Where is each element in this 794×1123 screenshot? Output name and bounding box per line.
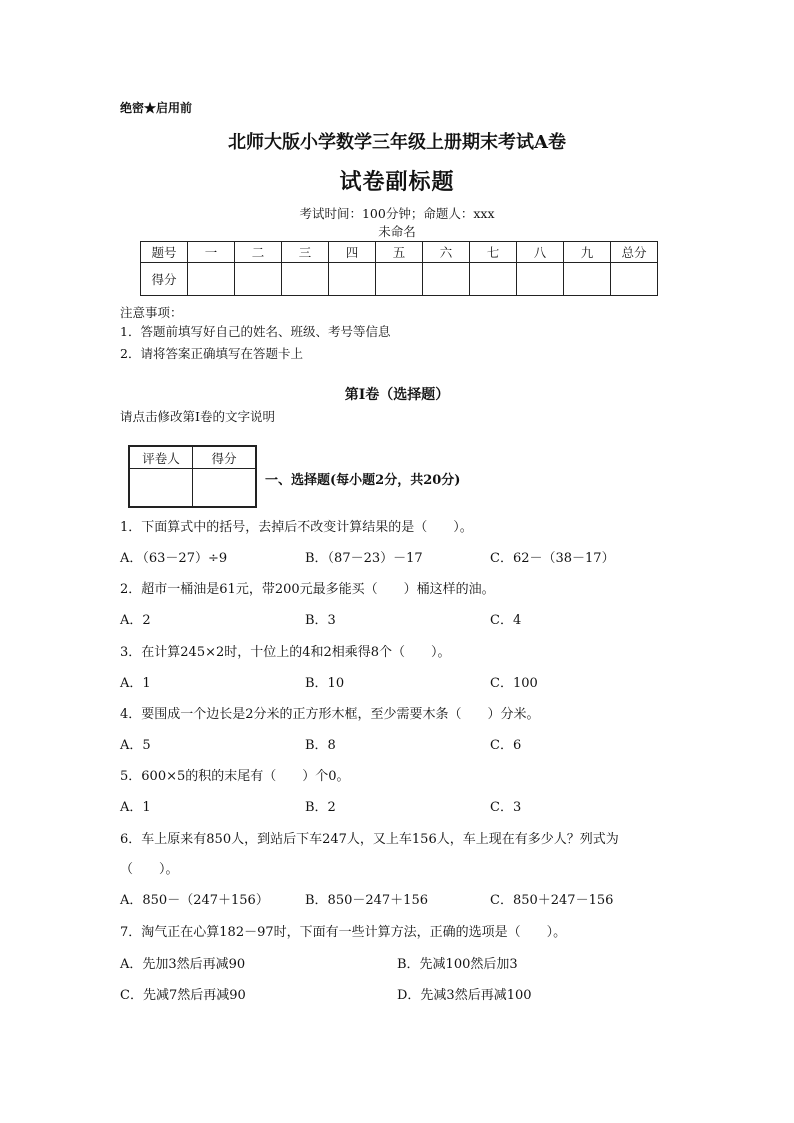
score-col-3: 三: [282, 242, 329, 263]
score-col-7: 七: [470, 242, 517, 263]
grader-cell[interactable]: [129, 469, 193, 508]
score-col-5: 五: [376, 242, 423, 263]
score-cell[interactable]: [470, 263, 517, 296]
exam-title: 北师大版小学数学三年级上册期末考试A卷: [228, 132, 566, 153]
option-b[interactable]: B．（87－23）－17: [305, 551, 423, 566]
option-a[interactable]: A．5: [120, 738, 151, 753]
score-cell[interactable]: [423, 263, 470, 296]
grader-col-label: 评卷人: [129, 446, 193, 469]
question-stem: 7．淘气正在心算182－97时，下面有一些计算方法，正确的选项是（ ）。: [120, 925, 567, 940]
option-b[interactable]: B．8: [305, 738, 336, 753]
option-b[interactable]: B．先减100然后加3: [397, 957, 518, 972]
question-stem-continued: （ ）。: [120, 862, 179, 877]
exam-subtitle: 试卷副标题: [339, 169, 455, 195]
score-col-total: 总分: [611, 242, 658, 263]
option-c[interactable]: C．850＋247－156: [490, 893, 614, 908]
option-b[interactable]: B．10: [305, 676, 345, 691]
score-cell[interactable]: [517, 263, 564, 296]
score-cell[interactable]: [188, 263, 235, 296]
part1-title: 第I卷（选择题）: [344, 387, 450, 403]
score-table-header-label: 题号: [141, 242, 188, 263]
option-c[interactable]: C．6: [490, 738, 522, 753]
score-cell[interactable]: [235, 263, 282, 296]
score-col-2: 二: [235, 242, 282, 263]
score-col-1: 一: [188, 242, 235, 263]
option-a[interactable]: A．2: [120, 613, 151, 628]
notes-heading: 注意事项：: [120, 305, 183, 320]
grader-score-cell[interactable]: [193, 469, 257, 508]
score-col-4: 四: [329, 242, 376, 263]
secret-mark: 绝密★启用前: [120, 101, 193, 115]
score-cell[interactable]: [329, 263, 376, 296]
score-col-6: 六: [423, 242, 470, 263]
option-a[interactable]: A．1: [120, 800, 151, 815]
option-b[interactable]: B．850－247＋156: [305, 893, 428, 908]
note-item: 2．请将答案正确填写在答题卡上: [120, 346, 303, 361]
score-row-label: 得分: [141, 263, 188, 296]
option-a[interactable]: A．1: [120, 676, 151, 691]
grader-score-label: 得分: [193, 446, 257, 469]
option-c[interactable]: C．100: [490, 676, 538, 691]
score-cell[interactable]: [611, 263, 658, 296]
option-c[interactable]: C．先减7然后再减90: [120, 988, 246, 1003]
question-stem: 1．下面算式中的括号，去掉后不改变计算结果的是（ ）。: [120, 520, 473, 535]
score-cell[interactable]: [564, 263, 611, 296]
option-b[interactable]: B．3: [305, 613, 336, 628]
score-table: [140, 241, 658, 296]
score-table-score-row: [141, 263, 658, 296]
note-item: 1．答题前填写好自己的姓名、班级、考号等信息: [120, 324, 391, 339]
score-col-9: 九: [564, 242, 611, 263]
score-cell[interactable]: [376, 263, 423, 296]
part1-description[interactable]: 请点击修改第I卷的文字说明: [120, 409, 275, 424]
grader-table: [128, 445, 257, 508]
option-c[interactable]: C．62－（38－17）: [490, 551, 615, 566]
option-b[interactable]: B．2: [305, 800, 336, 815]
unnamed-label: 未命名: [378, 224, 416, 239]
option-d[interactable]: D．先减3然后再减100: [397, 988, 532, 1003]
option-a[interactable]: A．先加3然后再减90: [120, 957, 246, 972]
option-c[interactable]: C．3: [490, 800, 522, 815]
question-stem: 3．在计算245×2时，十位上的4和2相乘得8个（ ）。: [120, 645, 451, 660]
question-stem: 6．车上原来有850人，到站后下车247人，又上车156人，车上现在有多少人？列式为: [120, 832, 619, 847]
section1-title: 一、选择题(每小题2分，共20分): [265, 473, 461, 488]
question-stem: 2．超市一桶油是61元，带200元最多能买（ ）桶这样的油。: [120, 582, 495, 597]
option-c[interactable]: C．4: [490, 613, 522, 628]
score-col-8: 八: [517, 242, 564, 263]
question-stem: 4．要围成一个边长是2分米的正方形木框，至少需要木条（ ）分米。: [120, 707, 540, 722]
exam-info: 考试时间：100分钟；命题人：xxx: [299, 206, 495, 221]
option-a[interactable]: A．850－（247＋156）: [120, 893, 269, 908]
option-a[interactable]: A．（63－27）÷9: [120, 551, 228, 566]
score-table-header-row: [141, 242, 658, 263]
score-cell[interactable]: [282, 263, 329, 296]
question-stem: 5．600×5的积的末尾有（ ）个0。: [120, 769, 350, 784]
